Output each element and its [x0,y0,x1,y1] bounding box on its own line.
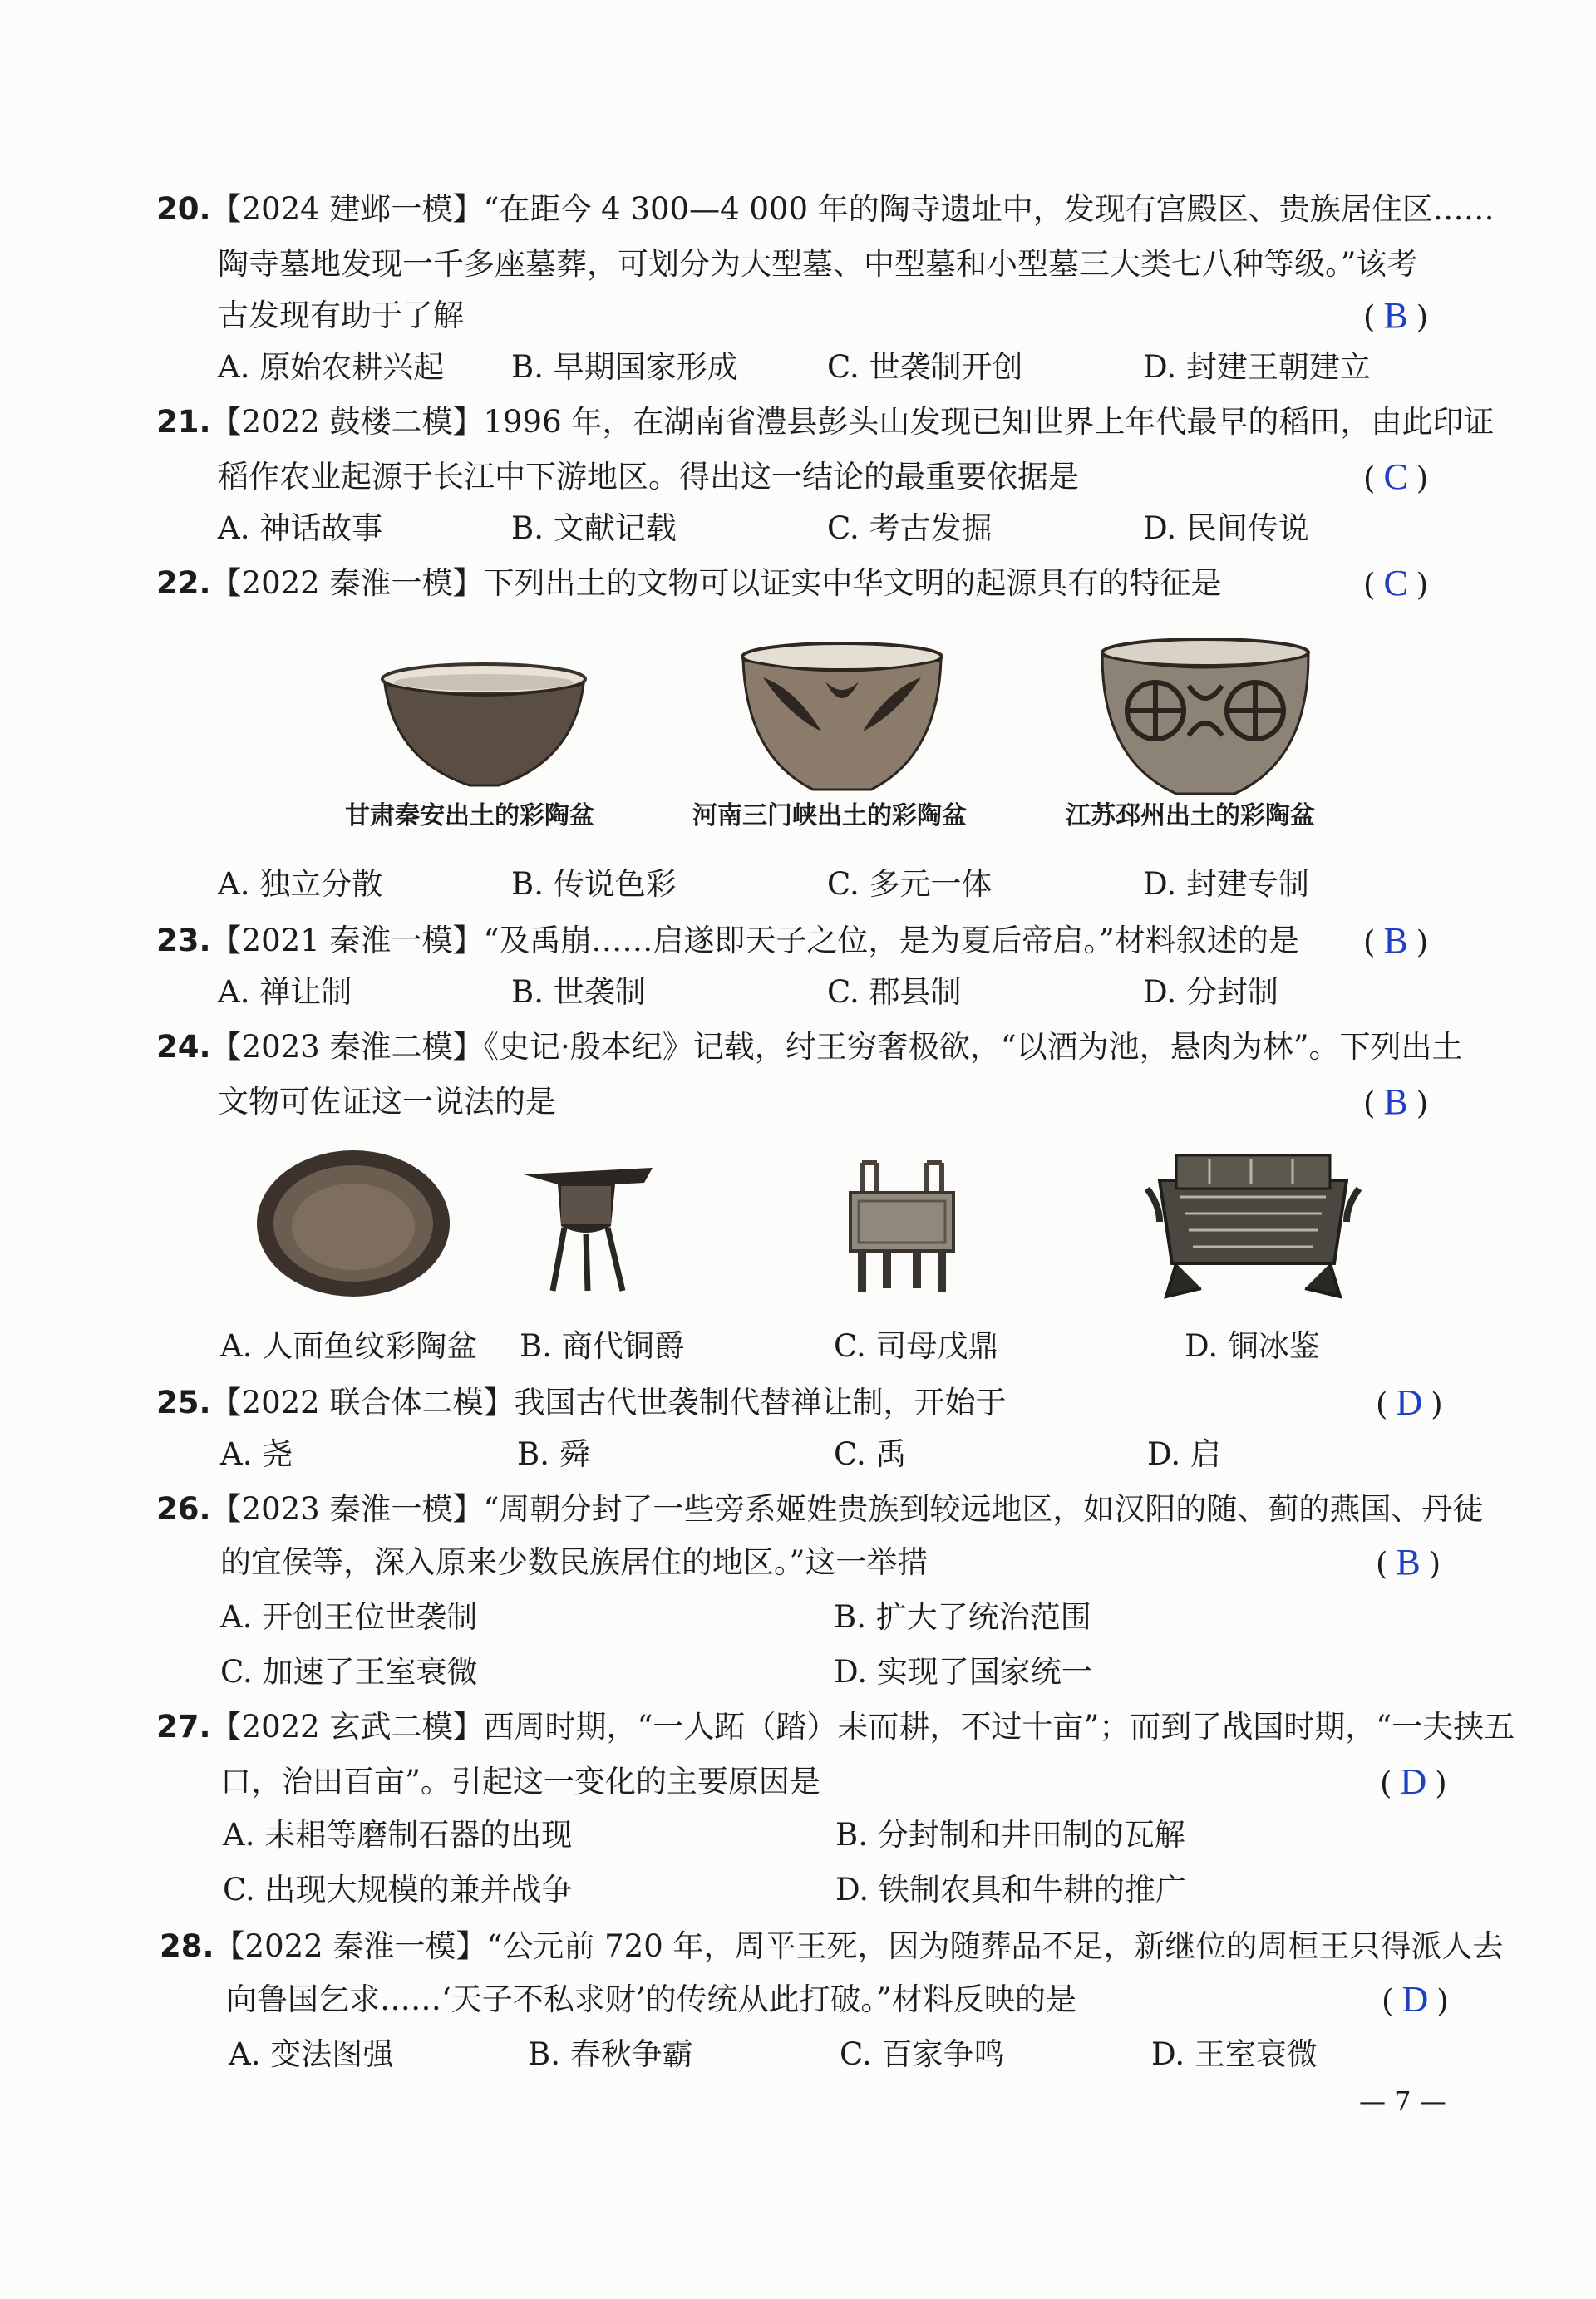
q28-number: 28. [160,1928,214,1964]
q22-answer: ( C ) [1363,563,1429,603]
q22-option-a: A. 独立分散 [218,866,383,902]
q24-line1 [156,1024,1463,1071]
q20-line1 [156,186,1495,233]
q24-answer-letter: B [1383,1081,1408,1122]
q25-answer: ( D ) [1376,1382,1443,1423]
q24-stem-1: 【2023 秦淮二模】《史记·殷本纪》记载，纣王穷奢极欲，“以酒为池，悬肉为林”。下列出土 [210,1029,1463,1065]
q20-option-d: D. 封建王朝建立 [1143,349,1371,385]
q28-option-c: C. 百家争鸣 [840,2036,1005,2072]
q22-option-c: C. 多元一体 [827,866,993,902]
q21-stem-1: 【2022 鼓楼二模】1996 年，在湖南省澧县彭头山发现已知世界上年代最早的稻田，由此印证 [210,404,1495,440]
q27-number: 27. [156,1709,211,1745]
q26-option-b: B. 扩大了统治范围 [834,1599,1091,1635]
q20-option-c: C. 世袭制开创 [827,349,1023,385]
q27-stem-1: 【2022 玄武二模】西周时期，“一人跖（踏）耒而耕，不过十亩”；而到了战国时期，“一夫挟五 [210,1709,1515,1745]
q21-option-a: A. 神话故事 [218,510,383,546]
q28-answer-letter: D [1401,1979,1429,2020]
q26-stem-1: 【2023 秦淮一模】“周朝分封了一些旁系姬姓贵族到较远地区，如汉阳的随、蓟的燕国、丹徒 [210,1491,1484,1527]
q25-option-a: A. 尧 [220,1436,293,1472]
q22-caption-jiangsu: 江苏邳州出土的彩陶盆 [1066,801,1315,830]
q21-option-b: B. 文献记载 [511,510,677,546]
q22-caption-gansu: 甘肃秦安出土的彩陶盆 [345,801,594,830]
q26-option-d: D. 实现了国家统一 [834,1654,1092,1690]
q28-answer: ( D ) [1382,1979,1449,2020]
q25-line1 [156,1380,1006,1426]
pottery-basin-gansu-image [378,661,590,790]
q26-answer: ( B ) [1376,1542,1441,1583]
q26-option-c: C. 加速了王室衰微 [220,1654,478,1690]
q28-stem-1: 【2022 秦淮一模】“公元前 720 年，周平王死，因为随葬品不足，新继位的周桓王只得派人去 [214,1928,1504,1964]
q25-number: 25. [156,1385,211,1420]
pottery-basin-jiangsu-image [1097,636,1313,798]
q24-option-a: A. 人面鱼纹彩陶盆 [220,1328,478,1364]
q23-option-b: B. 世袭制 [511,974,646,1010]
q21-number: 21. [156,404,211,440]
q22-number: 22. [156,565,211,601]
q21-option-d: D. 民间传说 [1143,510,1309,546]
q26-answer-letter: B [1396,1542,1421,1583]
q25-option-c: C. 禹 [834,1436,907,1472]
q27-line1 [156,1704,1515,1750]
q24-number: 24. [156,1029,211,1065]
q20-line3: 古发现有助于了解 [218,298,464,333]
q26-number: 26. [156,1491,211,1527]
q23-answer-letter: B [1383,920,1408,961]
q27-option-d: D. 铁制农具和牛耕的推广 [835,1872,1186,1908]
q20-number: 20. [156,191,211,227]
q28-option-a: A. 变法图强 [229,2036,394,2072]
q21-line2: 稻作农业起源于长江中下游地区。得出这一结论的最重要依据是 [218,459,1079,495]
q27-answer: ( D ) [1380,1761,1447,1802]
q23-answer: ( B ) [1363,920,1429,961]
q26-option-a: A. 开创王位世袭制 [220,1599,478,1635]
shang-bronze-jue-image [520,1159,657,1292]
q28-option-b: B. 春秋争霸 [528,2036,693,2072]
q23-option-c: C. 郡县制 [827,974,962,1010]
q20-option-b: B. 早期国家形成 [511,349,738,385]
q23-line1 [156,918,1299,964]
q23-option-d: D. 分封制 [1143,974,1278,1010]
q27-option-b: B. 分封制和井田制的瓦解 [835,1817,1185,1853]
q23-number: 23. [156,923,211,958]
q26-line2: 的宜侯等，深入原来少数民族居住的地区。”这一举措 [220,1544,929,1580]
q25-option-b: B. 舜 [517,1436,590,1472]
q27-option-a: A. 耒耜等磨制石器的出现 [223,1817,573,1853]
q25-stem-1: 【2022 联合体二模】我国古代世袭制代替禅让制，开始于 [210,1385,1007,1420]
q22-answer-letter: C [1383,563,1408,603]
q24-line2: 文物可佐证这一说法的是 [218,1084,556,1120]
q24-option-b: B. 商代铜爵 [520,1328,685,1364]
q20-answer: ( B ) [1363,295,1429,336]
pottery-basin-henan-image [738,640,946,794]
fish-pattern-basin-image [254,1147,453,1301]
q20-line2: 陶寺墓地发现一千多座墓葬，可划分为大型墓、中型墓和小型墓三大类七八种等级。”该考 [218,246,1418,282]
page-number: — 7 — [1359,2085,1446,2117]
q24-answer: ( B ) [1363,1081,1429,1122]
q28-line2: 向鲁国乞求……‘天子不私求财’的传统从此打破。”材料反映的是 [226,1981,1076,2017]
q24-option-c: C. 司母戊鼎 [834,1328,999,1364]
q23-stem-1: 【2021 秦淮一模】“及禹崩……启遂即天子之位，是为夏后帝启。”材料叙述的是 [210,923,1299,958]
q24-option-d: D. 铜冰鉴 [1185,1328,1320,1364]
q25-answer-letter: D [1396,1382,1423,1423]
q22-caption-henan: 河南三门峡出土的彩陶盆 [692,801,967,830]
q22-option-d: D. 封建专制 [1143,866,1309,902]
q26-line1 [156,1486,1483,1533]
q21-answer: ( C ) [1363,456,1429,497]
q22-line1 [156,560,1221,607]
q27-answer-letter: D [1400,1761,1427,1802]
q20-answer-letter: B [1383,295,1408,336]
q25-option-d: D. 启 [1147,1436,1221,1472]
q28-line1 [160,1923,1504,1970]
q21-option-c: C. 考古发掘 [827,510,993,546]
q28-option-d: D. 王室衰微 [1151,2036,1318,2072]
q27-line2: 口，治田百亩”。引起这一变化的主要原因是 [220,1764,820,1799]
q20-option-a: A. 原始农耕兴起 [218,349,445,385]
bronze-ice-jian-image [1143,1147,1363,1301]
q20-stem-1: 【2024 建邺一模】“在距今 4 300—4 000 年的陶寺遗址中，发现有宫殿区、贵族居住区…… [210,191,1495,227]
q23-option-a: A. 禅让制 [218,974,352,1010]
q22-stem-1: 【2022 秦淮一模】下列出土的文物可以证实中华文明的起源具有的特征是 [210,565,1222,601]
q21-answer-letter: C [1383,456,1408,497]
q27-option-c: C. 出现大规模的兼并战争 [223,1872,573,1908]
q22-option-b: B. 传说色彩 [511,866,677,902]
simuwu-ding-image [844,1159,960,1297]
q21-line1 [156,399,1494,446]
